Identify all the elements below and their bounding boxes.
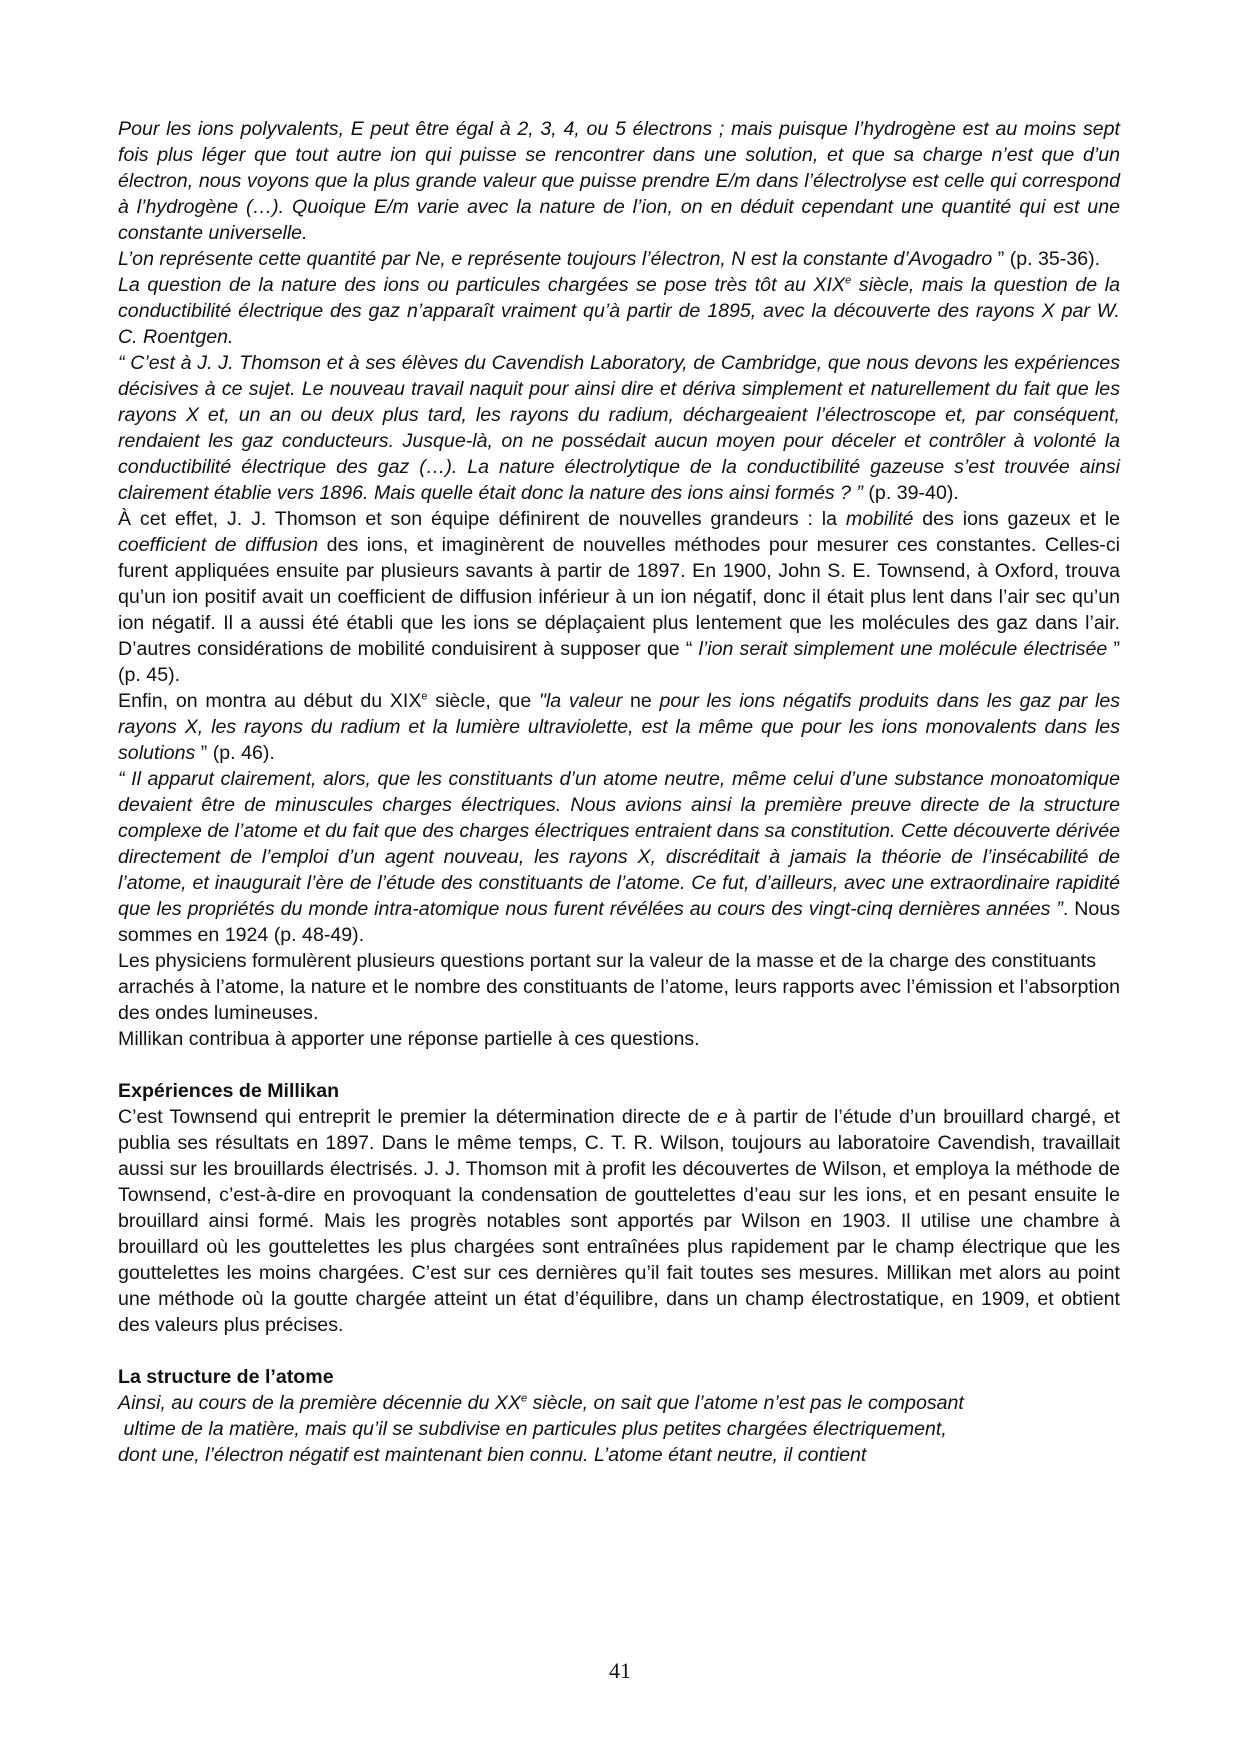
citation: . Nous sommes en 1924 (p. 48-49). bbox=[118, 898, 1120, 946]
paragraph-mobility bbox=[118, 506, 1120, 688]
text-run: La question de la nature des ions ou particules chargées se pose très tôt au XIX bbox=[118, 274, 846, 296]
emphasis: e bbox=[716, 1106, 728, 1128]
emphasis: l’ion serait simplement une molécule électrisée bbox=[698, 638, 1108, 660]
paragraph-thomson-quote bbox=[118, 350, 1120, 506]
text-run: siècle, on sait que l’atome n’est pas le composant bbox=[527, 1392, 964, 1414]
paragraph-negative-ions bbox=[118, 688, 1120, 766]
emphasis: pour les ions négatifs produits dans les gaz par les rayons X, les rayons du radium et la lumière ultraviolette, est la même que pour les ions monovalents dans les solutions bbox=[118, 690, 1121, 764]
paragraph-atom-structure-quote bbox=[118, 766, 1120, 948]
text-run: Ainsi, au cours de la première décennie du XX bbox=[118, 1392, 521, 1414]
quote-text: “ Il apparut clairement, alors, que les constituants d’un atome neutre, même celui d’une substance monoatomique devaient être de minuscules charges électriques. Nous avions ainsi la première preuve directe de la structure complexe de l’atome et du fait que des charges électriques entraient dans sa constitution. Cette découverte dérivée directement de l’emploi d’un agent nouveau, les rayons X, discréditait à jamais la théorie de l’insécabilité de l’atome, et inaugurait l’ère de l’étude des constituants de l’atome. Ce fut, d’ailleurs, avec une extraordinaire rapidité que les propriétés du monde intra-atomique nous furent révélées au cours des vingt-cinq dernières années ” bbox=[118, 768, 1120, 920]
paragraph-physicists-questions: Les physiciens formulèrent plusieurs questions portant sur la valeur de la masse et de la charge des constituants arrachés à l’atome, la nature et le nombre des constituants de l’atome, leurs rapports avec l’émission et l’absorption des ondes lumineuses. bbox=[118, 950, 1120, 1024]
text-run: ne bbox=[622, 690, 660, 712]
text-run: à partir de l’étude d’un brouillard chargé, et publia ses résultats en 1897. Dans le même temps, C. T. R. Wilson, toujours au laboratoire Cavendish, travaillait aussi sur les brouillards électrisés. J. J. Thomson mit à profit les découvertes de Wilson, et employa la méthode de Townsend, c’est-à-dire en provoquant la condensation de gouttelettes d’eau sur les ions, et en pesant ensuite le brouillard ainsi formé. Mais les progrès notables sont apportés par Wilson en 1903. Il utilise une chambre à brouillard où les gouttelettes les plus chargées sont entraînées plus rapidement par le champ électrique que les gouttelettes les moins chargées. C’est sur ces dernières qu’il fait toutes ses mesures. Millikan met alors au point une méthode où la goutte chargée atteint un état d’équilibre, dans un champ électrostatique, en 1909, et obtient des valeurs plus précises. bbox=[118, 1106, 1120, 1336]
page-number: 41 bbox=[609, 1658, 631, 1683]
text-run: C’est Townsend qui entreprit le premier la détermination directe de bbox=[118, 1106, 717, 1128]
paragraph-avogadro bbox=[118, 246, 1120, 272]
text-run: ” (p. 46). bbox=[195, 742, 275, 764]
text-run: dont une, l’électron négatif est maintenant bien connu. L’atome étant neutre, il contient bbox=[118, 1444, 867, 1466]
body-text bbox=[118, 116, 1120, 1468]
text-run: siècle, que bbox=[427, 690, 539, 712]
text-run: des ions, et imaginèrent de nouvelles méthodes pour mesurer ces constantes. Celles-ci furent appliquées ensuite par plusieurs savants à partir de 1897. En 1900, John S. E. Townsend, à Oxford, trouva qu’un ion positif avait un coefficient de diffusion inférieur à un ion négatif, donc il était plus lent dans l’air sec qu’un ion négatif. Il a aussi été établi que les ions se déplaçaient plus lentement que les molécules des gaz dans l’air. D’autres considérations de mobilité conduisirent à supposer que “ bbox=[118, 534, 1120, 660]
emphasis: mobilité bbox=[845, 508, 914, 530]
text-run: siècle, mais la question de la conductibilité électrique des gaz n’apparaît vraiment qu’à partir de 1895, avec la découverte des rayons X par W. C. Roentgen. bbox=[118, 274, 1120, 348]
text-run: Enfin, on montra au début du XIX bbox=[118, 690, 422, 712]
quote-text: L’on représente cette quantité par Ne, e représente toujours l’électron, N est la constante d’Avogadro bbox=[118, 248, 993, 270]
superscript: e bbox=[845, 274, 852, 287]
paragraph-millikan: Millikan contribua à apporter une réponse partielle à ces questions. bbox=[118, 1028, 700, 1050]
paragraph-quote-hydrogen: Pour les ions polyvalents, E peut être égal à 2, 3, 4, ou 5 électrons ; mais puisque l’hydrogène est au moins sept fois plus léger que tout autre ion qui puisse se rencontrer dans une solution, et que sa charge n’est que d’un électron, nous voyons que la plus grande valeur que puisse prendre E/m dans l’électrolyse est celle qui correspond à l’hydrogène (…). Quoique E/m varie avec la nature de l’ion, on en déduit cependant une quantité qui est une constante universelle. bbox=[118, 118, 1120, 244]
citation: ” (p. 35-36). bbox=[992, 248, 1101, 270]
section-heading-atom: La structure de l’atome bbox=[118, 1366, 334, 1388]
superscript: e bbox=[521, 1392, 528, 1405]
paragraph-ions-question bbox=[118, 272, 1120, 350]
paragraph-townsend bbox=[118, 1104, 1120, 1338]
paragraph-atom-decade bbox=[118, 1390, 1120, 1468]
text-run: des ions gazeux et le bbox=[913, 508, 1120, 530]
emphasis: "la valeur bbox=[538, 690, 623, 712]
section-heading-millikan: Expériences de Millikan bbox=[118, 1080, 340, 1102]
text-run: ” (p. 45). bbox=[118, 638, 1120, 686]
quote-text: “ C’est à J. J. Thomson et à ses élèves du Cavendish Laboratory, de Cambridge, que nous devons les expériences décisives à ce sujet. Le nouveau travail naquit pour ainsi dire et dériva simplement et naturellement du fait que les rayons X et, un an ou deux plus tard, les rayons du radium, déchargeaient l’électroscope et, par conséquent, rendaient les gaz conducteurs. Jusque-là, on ne possédait aucun moyen pour déceler et contrôler à volonté la conductibilité électrique des gaz (…). La nature électrolytique de la conductibilité gazeuse s’est trouvée ainsi clairement établie vers 1896. Mais quelle était donc la nature des ions ainsi formés ? ” bbox=[118, 352, 1120, 504]
text-run: À cet effet, J. J. Thomson et son équipe définirent de nouvelles grandeurs : la bbox=[118, 508, 846, 530]
citation: (p. 39-40). bbox=[862, 482, 959, 504]
emphasis: coefficient de diffusion bbox=[118, 534, 319, 556]
text-run: ultime de la matière, mais qu’il se subdivise en particules plus petites chargées électriquement, bbox=[118, 1418, 947, 1440]
superscript: e bbox=[421, 690, 428, 703]
